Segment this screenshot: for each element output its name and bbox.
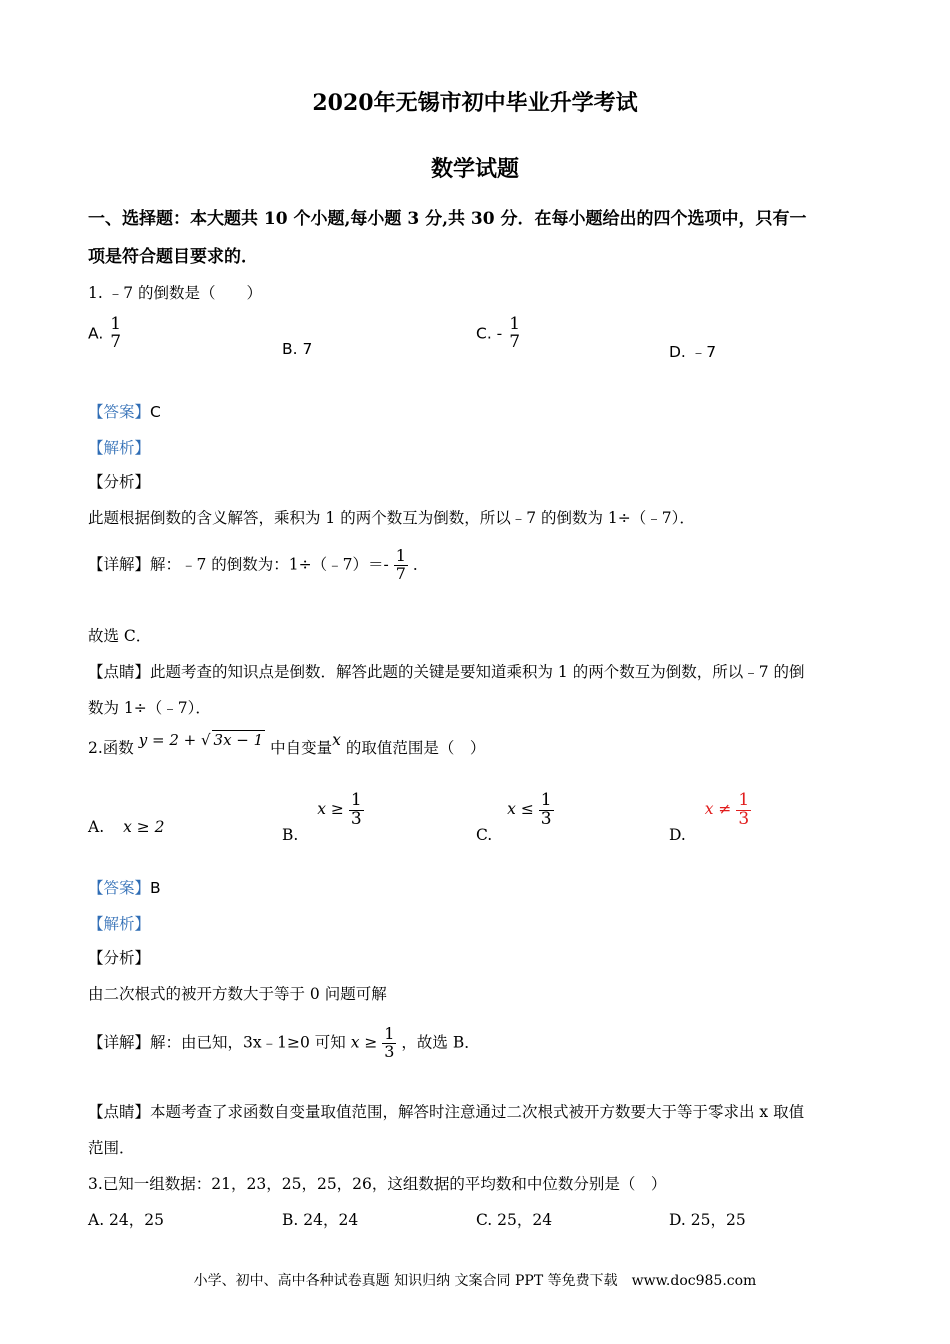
section-heading-line2: 项是符合题目要求的．: [88, 247, 258, 267]
q1-option-d: D. ﹣7: [669, 343, 717, 361]
q1-option-c-num: 1: [509, 314, 521, 334]
q3-option-c: C. 25，24: [476, 1211, 553, 1229]
q1-choose: 故选 C．: [88, 627, 152, 645]
q1-option-c-den: 7: [509, 331, 521, 352]
q1-option-c-label: C. -: [476, 324, 503, 343]
q1-analysis: 此题根据倒数的含义解答，乘积为 1 的两个数互为倒数，所以﹣7 的倒数为 1÷（﹣7）．: [88, 509, 695, 527]
q2-option-b-expr: x ≥: [317, 800, 344, 819]
q2-option-a-expr: x ≥ 2: [123, 818, 165, 836]
q2-option-d: [669, 790, 751, 845]
q3-option-d: D. 25，25: [669, 1211, 746, 1229]
q2-detail-den: 3: [384, 1041, 395, 1061]
q2-formula-lhs: y = 2 +: [138, 731, 197, 749]
q2-option-c-fraction: [539, 792, 554, 829]
q2-detail-suffix: ，故选 B．: [401, 1033, 480, 1052]
q2-option-c-expr: x ≤: [507, 800, 534, 819]
page-subtitle: 数学试题: [430, 156, 519, 182]
q1-comment-line2: 数为 1÷（﹣7）．: [88, 699, 211, 717]
q2-jiexi-tag: 【解析】: [88, 915, 151, 933]
q2-option-d-expr: x ≠: [704, 800, 732, 819]
q1-detail-den: 7: [395, 563, 406, 583]
q1-detail-prefix: 【详解】解：﹣7 的倒数为：1÷（﹣7）＝-: [88, 555, 389, 574]
q2-option-c-label: C.: [476, 826, 493, 845]
q2-option-a: [88, 818, 165, 836]
q1-option-a-num: 1: [110, 314, 122, 334]
q2-fenxi-tag: 【分析】: [88, 949, 151, 967]
q1-answer-value: C: [150, 403, 161, 421]
q1-option-a-fraction: [108, 316, 123, 352]
q1-stem: 1. ﹣7 的倒数是（ ）: [88, 284, 263, 302]
q2-option-c: [476, 790, 554, 845]
q2-option-b-fraction: [349, 792, 364, 829]
q1-option-a-label: A.: [88, 324, 104, 343]
q2-option-b-den: 3: [350, 808, 362, 829]
page-footer: 小学、初中、高中各种试卷真题 知识归纳 文案合同 PPT 等免费下载 www.doc985.com: [193, 1273, 757, 1289]
q2-stem-suffix: 的取值范围是（ ）: [345, 739, 486, 757]
q2-stem-mid: 中自变量: [270, 739, 333, 757]
q1-detail-suffix: ．: [412, 555, 429, 574]
q2-option-d-den: 3: [738, 808, 750, 829]
q2-formula: y = 2 + √ 3x − 1: [138, 731, 264, 749]
q1-comment-line1: 【点睛】此题考查的知识点是倒数．解答此题的关键是要知道乘积为 1 的两个数互为倒数，所以﹣7 的倒: [88, 663, 805, 681]
q1-detail: [88, 548, 428, 583]
q2-stem-prefix: 2.函数: [88, 739, 134, 757]
q2-detail-expr: x ≥: [350, 1033, 378, 1052]
q2-detail-fraction: [382, 1026, 396, 1061]
q1-option-c: [476, 316, 522, 352]
q2-comment-line1: 【点睛】本题考查了求函数自变量取值范围，解答时注意通过二次根式被开方数要大于等于零求出 x 取值: [88, 1103, 805, 1121]
q1-option-a-den: 7: [110, 331, 122, 352]
q2-formula-radicand: 3x − 1: [213, 731, 264, 749]
q1-option-a: [88, 316, 123, 352]
q2-option-d-fraction: [736, 792, 751, 829]
q2-detail-num: 1: [384, 1024, 395, 1043]
q1-option-c-fraction: [507, 316, 522, 352]
q3-stem: 3.已知一组数据：21，23，25，25，26，这组数据的平均数和中位数分别是（ ）: [88, 1175, 667, 1193]
q3-option-a: A. 24，25: [88, 1211, 164, 1229]
q2-answer-tag: 【答案】: [88, 879, 151, 897]
q2-option-b: [282, 790, 364, 845]
section-heading-line1: 一、选择题：本大题共 10 个小题,每小题 3 分,共 30 分．在每小题给出的四个选项中，只有一: [88, 209, 807, 229]
q2-answer: [88, 876, 161, 898]
q2-answer-value: B: [150, 879, 161, 897]
q2-stem: [88, 731, 486, 758]
q2-comment-line2: 范围．: [88, 1139, 135, 1157]
q2-analysis: 由二次根式的被开方数大于等于 0 问题可解: [88, 985, 387, 1003]
q1-detail-fraction: [394, 548, 408, 583]
q2-var: x: [332, 731, 341, 749]
q2-option-d-num: 1: [738, 790, 750, 810]
page-title: 2020年无锡市初中毕业升学考试: [312, 90, 638, 116]
q1-detail-num: 1: [395, 546, 406, 565]
q2-option-b-label: B.: [282, 826, 299, 845]
q1-fenxi-tag: 【分析】: [88, 473, 151, 491]
q1-answer: [88, 400, 161, 422]
q1-jiexi-tag: 【解析】: [88, 439, 151, 457]
q2-option-b-num: 1: [350, 790, 362, 810]
q3-option-b: B. 24，24: [282, 1211, 359, 1229]
q2-option-d-label: D.: [669, 826, 686, 845]
q1-option-b: B. 7: [282, 340, 313, 358]
q2-option-a-label: A.: [88, 818, 105, 836]
q2-option-c-den: 3: [540, 808, 552, 829]
q1-answer-tag: 【答案】: [88, 403, 151, 421]
q2-detail-prefix: 【详解】解：由已知，3x﹣1≥0 可知: [88, 1033, 346, 1052]
q2-detail: [88, 1026, 480, 1061]
q2-option-c-num: 1: [540, 790, 552, 810]
